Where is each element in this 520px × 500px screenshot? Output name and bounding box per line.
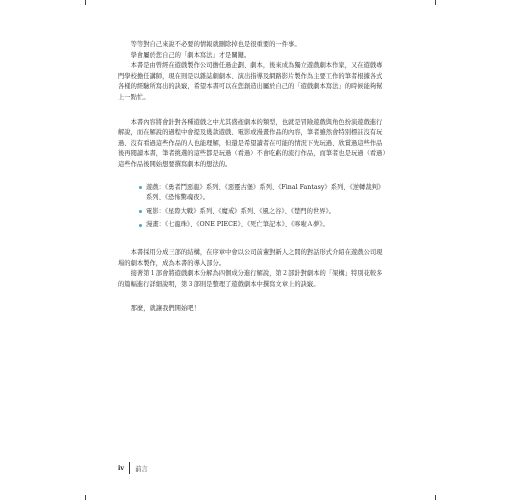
section-name: 前言 xyxy=(135,465,148,473)
footer-divider xyxy=(129,462,130,474)
crop-mark xyxy=(85,495,86,500)
bullet-icon xyxy=(139,186,142,189)
paragraph: 本書採用分成三部的結構，在序章中會以公司前輩對新人之間的對話形式介紹在遊戲公司現場的劇本製作，成為本書的導入部分。 xyxy=(118,248,383,267)
paragraph: 本書是由曾經在遊戲製作公司擔任過企劃、劇本，後來成為獨立遊戲劇本作家，又在遊戲專門學校擔任講師，現在則是以雜誌劇劇本、演出指導及網路影片製作為主要工作的筆者根據各式各樣的經驗所寫出的訣竅，希望本書可以在您創造出屬於自己的「遊戲劇本寫法」的時候能夠幫上一點忙。 xyxy=(118,62,383,101)
paragraph: 本書內容將會針對各種遊戲之中尤其盛產劇本的類型，也就是冒險遊戲與角色扮演遊戲進行解說，而在解說的過程中會提及幾款遊戲、電影或漫畫作品的內容，筆者雖然會特別標註沒有玩過、沒有看過這些作品的人也能理解，但還是希望讀者在可能的情況下先玩過、欣賞過這些作品後再閱讀本書，筆者挑選的這些都是玩過（看過）不會吃虧的流行作品，而筆者也是玩過（看過）這些作品後開始想要撰寫劇本的想法的。 xyxy=(118,118,386,168)
bullet-icon xyxy=(139,224,142,227)
list-item: 漫畫：《七龍珠》、《ONE PIECE》、《死亡筆記本》、《哆啦Ａ夢》。 xyxy=(118,220,386,231)
paragraph: 學會屬於您自己的「劇本寫法」才是關鍵。 xyxy=(130,51,251,59)
crop-mark xyxy=(85,0,86,5)
crop-mark xyxy=(435,0,436,5)
page-body xyxy=(118,40,386,315)
work-list xyxy=(118,183,386,231)
list-item: 遊戲：《勇者鬥惡龍》系列、《惡靈古堡》系列、《Final Fantasy》系列、《逆轉裁判》系列、《恐怖驚魂夜》。 xyxy=(118,183,386,204)
closing-line: 那麼，就讓我們開始吧！ xyxy=(130,305,200,313)
page-footer xyxy=(118,462,148,474)
paragraph: 等等對自己來說不必要的情報就刪除掉也是很重要的一件事。 xyxy=(130,41,301,48)
list-item: 電影：《星際大戰》系列、《魔戒》系列、《風之谷》、《楚門的世界》。 xyxy=(118,207,386,218)
crop-mark xyxy=(435,495,436,500)
bullet-icon xyxy=(139,210,142,213)
page-number: iv xyxy=(118,464,125,472)
paragraph: 接著第１部會將遊戲劇本分解為四個成分進行解說，第２部針對劇本的「架構」特別花較多的篇幅進行詳細說明，第３部則是整理了遊戲劇本中撰寫文章上的訣竅。 xyxy=(118,270,383,288)
